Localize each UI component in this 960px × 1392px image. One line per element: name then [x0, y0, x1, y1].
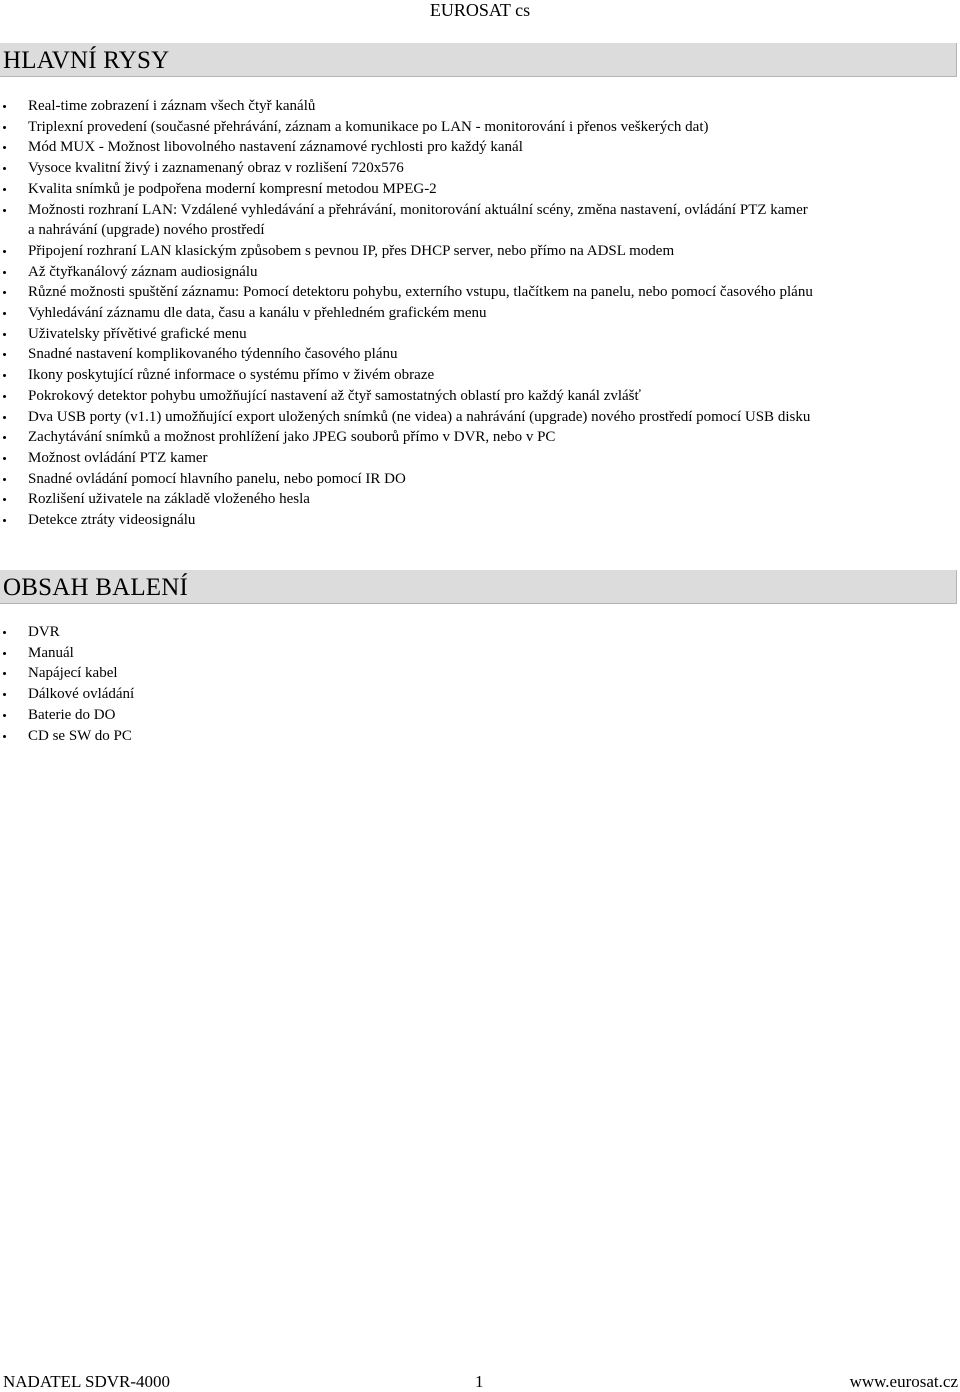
- page-header-title: EUROSAT cs: [429, 0, 531, 20]
- list-item: Uživatelsky přívětivé grafické menu: [0, 324, 813, 345]
- package-contents-list: [0, 622, 134, 746]
- footer-page-number: 1: [475, 1372, 484, 1391]
- list-item: Napájecí kabel: [0, 663, 134, 684]
- list-item: Triplexní provedení (současné přehrávání, záznam a komunikace po LAN - monitorování i přenos veškerých dat): [0, 117, 813, 138]
- page-footer: [0, 1372, 960, 1392]
- list-item: Možnost ovládání PTZ kamer: [0, 448, 813, 469]
- list-item: CD se SW do PC: [0, 726, 134, 747]
- list-item: Mód MUX - Možnost libovolného nastavení záznamové rychlosti pro každý kanál: [0, 137, 813, 158]
- section-heading-text: OBSAH BALENÍ: [3, 574, 189, 601]
- features-list: [0, 96, 813, 531]
- list-item: Dálkové ovládání: [0, 684, 134, 705]
- list-item: Real-time zobrazení i záznam všech čtyř kanálů: [0, 96, 813, 117]
- list-item: Připojení rozhraní LAN klasickým způsobem s pevnou IP, přes DHCP server, nebo přímo na ADSL modem: [0, 241, 813, 262]
- footer-website: www.eurosat.cz: [849, 1372, 958, 1391]
- footer-model: NADATEL SDVR-4000: [3, 1372, 171, 1391]
- list-item: Různé možnosti spuštění záznamu: Pomocí detektoru pohybu, externího vstupu, tlačítkem na panelu, nebo pomocí časového plánu: [0, 282, 813, 303]
- list-item: Rozlišení uživatele na základě vloženého hesla: [0, 489, 813, 510]
- list-item: Vysoce kvalitní živý i zaznamenaný obraz v rozlišení 720x576: [0, 158, 813, 179]
- list-item: Vyhledávání záznamu dle data, času a kanálu v přehledném grafickém menu: [0, 303, 813, 324]
- list-item: Kvalita snímků je podpořena moderní kompresní metodou MPEG-2: [0, 179, 813, 200]
- section-heading-package: [0, 570, 957, 604]
- list-item: Detekce ztráty videosignálu: [0, 510, 813, 531]
- list-item: Dva USB porty (v1.1) umožňující export uložených snímků (ne videa) a nahrávání (upgrade) nového prostředí pomocí USB disku: [0, 407, 813, 428]
- list-item: Až čtyřkanálový záznam audiosignálu: [0, 262, 813, 283]
- list-item-continuation: a nahrávání (upgrade) nového prostředí: [28, 222, 265, 239]
- list-item: Pokrokový detektor pohybu umožňující nastavení až čtyř samostatných oblastí pro každý kanál zvlášť: [0, 386, 813, 407]
- list-item: Snadné nastavení komplikovaného týdenního časového plánu: [0, 344, 813, 365]
- list-item: Možnosti rozhraní LAN: Vzdálené vyhledávání a přehrávání, monitorování aktuální scény, změna nastavení, ovládání PTZ kamer: [0, 200, 813, 221]
- list-item: Baterie do DO: [0, 705, 134, 726]
- list-item: DVR: [0, 622, 134, 643]
- list-item: Ikony poskytující různé informace o systému přímo v živém obraze: [0, 365, 813, 386]
- section-heading-text: HLAVNÍ RYSY: [3, 47, 170, 74]
- list-item: Snadné ovládání pomocí hlavního panelu, nebo pomocí IR DO: [0, 469, 813, 490]
- list-item: Zachytávání snímků a možnost prohlížení jako JPEG souborů přímo v DVR, nebo v PC: [0, 427, 813, 448]
- section-heading-features: [0, 43, 957, 77]
- list-item: Manuál: [0, 643, 134, 664]
